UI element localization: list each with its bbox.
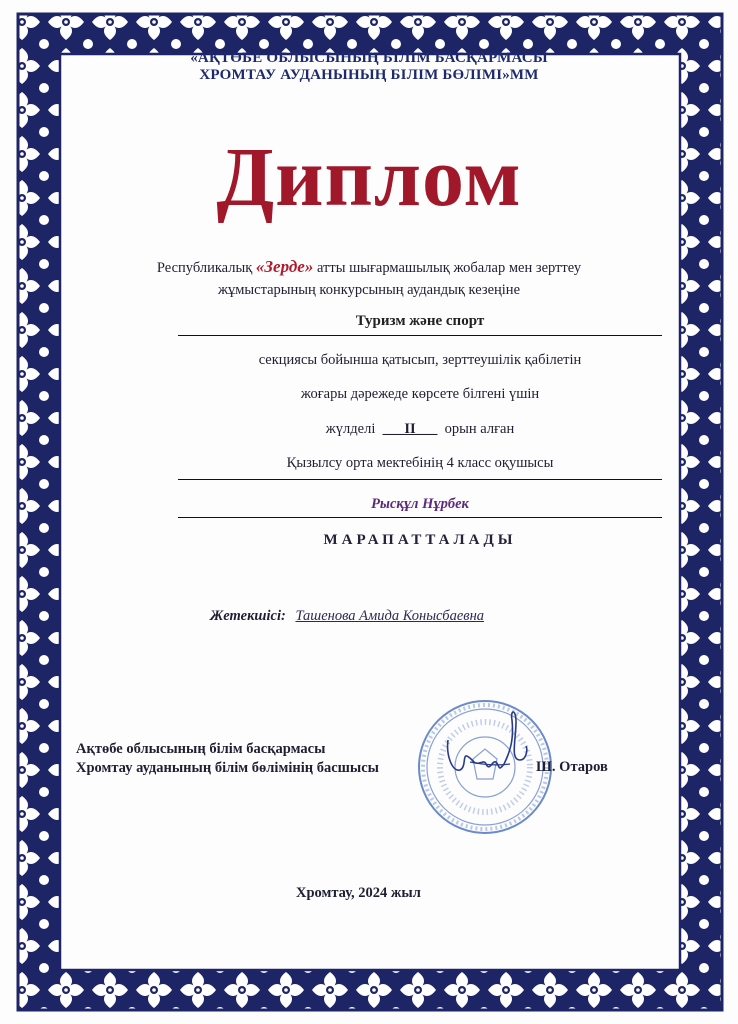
body-line-1: секциясы бойынша қатысып, зерттеушілік қабілетін bbox=[258, 352, 582, 368]
place-value: ___II___ bbox=[382, 421, 438, 437]
signature bbox=[440, 700, 540, 790]
place-pre: жүлделі bbox=[325, 421, 376, 437]
student-name: Рысқұл Нұрбек bbox=[371, 496, 469, 512]
place-post: орын алған bbox=[444, 421, 515, 437]
signatory-line-1: Ақтөбе облысының білім басқармасы bbox=[76, 741, 326, 757]
body-line-2: жоғары дәрежеде көрсете білгені үшін bbox=[300, 386, 540, 402]
mentor-label: Жетекшісі: bbox=[210, 608, 286, 624]
school-underline bbox=[178, 479, 662, 480]
organization-header bbox=[150, 50, 588, 84]
place-line bbox=[178, 421, 662, 438]
mentor bbox=[210, 608, 484, 625]
award-word: МАРАПАТТАЛАДЫ bbox=[323, 532, 517, 548]
intro-line-2: жұмыстарының конкурсының аудандық кезеңіне bbox=[217, 282, 520, 298]
section-underline bbox=[178, 335, 662, 336]
section-name: Туризм және спорт bbox=[355, 313, 485, 329]
school-line: Қызылсу орта мектебінің 4 класс оқушысы bbox=[286, 455, 554, 471]
org-line-2: ХРОМТАУ АУДАНЫНЫҢ БІЛІМ БӨЛІМІ»ММ bbox=[199, 67, 539, 83]
contest-name: «Зерде» bbox=[255, 257, 314, 276]
student-underline bbox=[178, 517, 662, 518]
org-line-1: «АҚТӨБЕ ОБЛЫСЫНЫҢ БІЛІМ БАСҚАРМАСЫ bbox=[190, 50, 548, 66]
place-and-year: Хромтау, 2024 жыл bbox=[296, 885, 421, 901]
signatory-name: Ш. Отаров bbox=[536, 759, 608, 775]
intro-post: атты шығармашылық жобалар мен зерттеу bbox=[316, 260, 582, 276]
signatory-line-2: Хромтау ауданының білім бөлімінің басшысы bbox=[76, 760, 379, 776]
diploma-title: Диплом bbox=[216, 131, 522, 224]
intro-text bbox=[110, 256, 628, 301]
mentor-name: Ташенова Амида Конысбаевна bbox=[295, 608, 485, 624]
signatory-title bbox=[76, 740, 379, 778]
intro-pre: Республикалық bbox=[156, 260, 253, 276]
